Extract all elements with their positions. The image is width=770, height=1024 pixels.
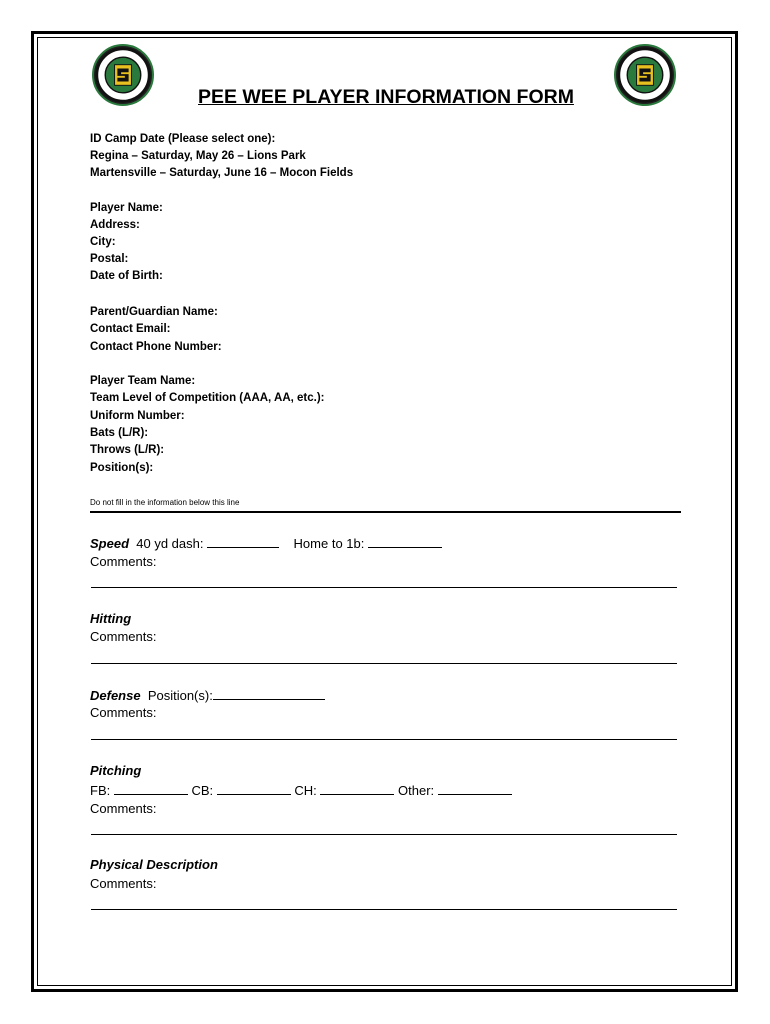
fb-blank[interactable] <box>114 782 188 795</box>
team-level-label: Team Level of Competition (AAA, AA, etc.): <box>90 392 325 404</box>
contact-phone-label: Contact Phone Number: <box>90 341 222 353</box>
date-of-birth-label: Date of Birth: <box>90 270 163 282</box>
pitching-comments-line[interactable] <box>91 834 677 835</box>
defense-comments-line[interactable] <box>91 739 677 740</box>
defense-heading: Defense <box>90 688 141 703</box>
forty-yd-dash-label: 40 yd dash: <box>136 536 204 551</box>
defense-comments-label: Comments: <box>90 705 157 720</box>
address-label: Address: <box>90 219 140 231</box>
throws-label: Throws (L/R): <box>90 444 165 456</box>
physical-comments-line[interactable] <box>91 909 677 910</box>
hitting-comments-label: Comments: <box>90 629 157 644</box>
other-blank[interactable] <box>438 782 512 795</box>
pitching-comments-label: Comments: <box>90 801 157 816</box>
pitching-heading: Pitching <box>90 763 142 778</box>
hitting-comments-line[interactable] <box>91 663 677 664</box>
physical-heading-row <box>90 857 218 873</box>
speed-heading: Speed <box>90 536 130 551</box>
pitching-heading-row <box>90 763 141 779</box>
home-to-first-blank[interactable] <box>368 535 442 548</box>
cb-blank[interactable] <box>217 782 291 795</box>
ch-label: CH: <box>294 783 317 798</box>
do-not-fill-note: Do not fill in the information below this line <box>90 498 240 507</box>
camp-date-heading: ID Camp Date (Please select one): <box>90 133 276 145</box>
hitting-heading-row <box>90 611 131 627</box>
postal-label: Postal: <box>90 253 129 265</box>
pitching-row <box>90 782 512 799</box>
baseball-sask-logo-right <box>614 44 676 106</box>
camp-option-martensville[interactable]: Martensville – Saturday, June 16 – Mocon Fields <box>90 167 354 179</box>
speed-comments-label: Comments: <box>90 554 157 569</box>
player-name-label: Player Name: <box>90 202 163 214</box>
home-to-first-label: Home to 1b: <box>293 536 365 551</box>
city-label: City: <box>90 236 116 248</box>
forty-yd-dash-blank[interactable] <box>207 535 279 548</box>
speed-comments-line[interactable] <box>91 587 677 588</box>
contact-email-label: Contact Email: <box>90 323 171 335</box>
bats-label: Bats (L/R): <box>90 427 149 439</box>
team-name-label: Player Team Name: <box>90 375 196 387</box>
physical-description-heading: Physical Description <box>90 857 218 872</box>
form-title: PEE WEE PLAYER INFORMATION FORM <box>198 86 574 108</box>
speed-row <box>90 535 442 552</box>
parent-name-label: Parent/Guardian Name: <box>90 306 218 318</box>
camp-option-regina[interactable]: Regina – Saturday, May 26 – Lions Park <box>90 150 306 162</box>
physical-comments-label: Comments: <box>90 876 157 891</box>
defense-positions-blank[interactable] <box>213 687 325 700</box>
uniform-number-label: Uniform Number: <box>90 410 185 422</box>
section-divider <box>90 511 681 513</box>
baseball-sask-logo-left <box>92 44 154 106</box>
positions-label: Position(s): <box>90 462 154 474</box>
other-label: Other: <box>398 783 435 798</box>
ch-blank[interactable] <box>320 782 394 795</box>
cb-label: CB: <box>191 783 214 798</box>
fb-label: FB: <box>90 783 111 798</box>
hitting-heading: Hitting <box>90 611 132 626</box>
defense-row <box>90 687 325 704</box>
defense-positions-label: Position(s): <box>147 688 213 703</box>
